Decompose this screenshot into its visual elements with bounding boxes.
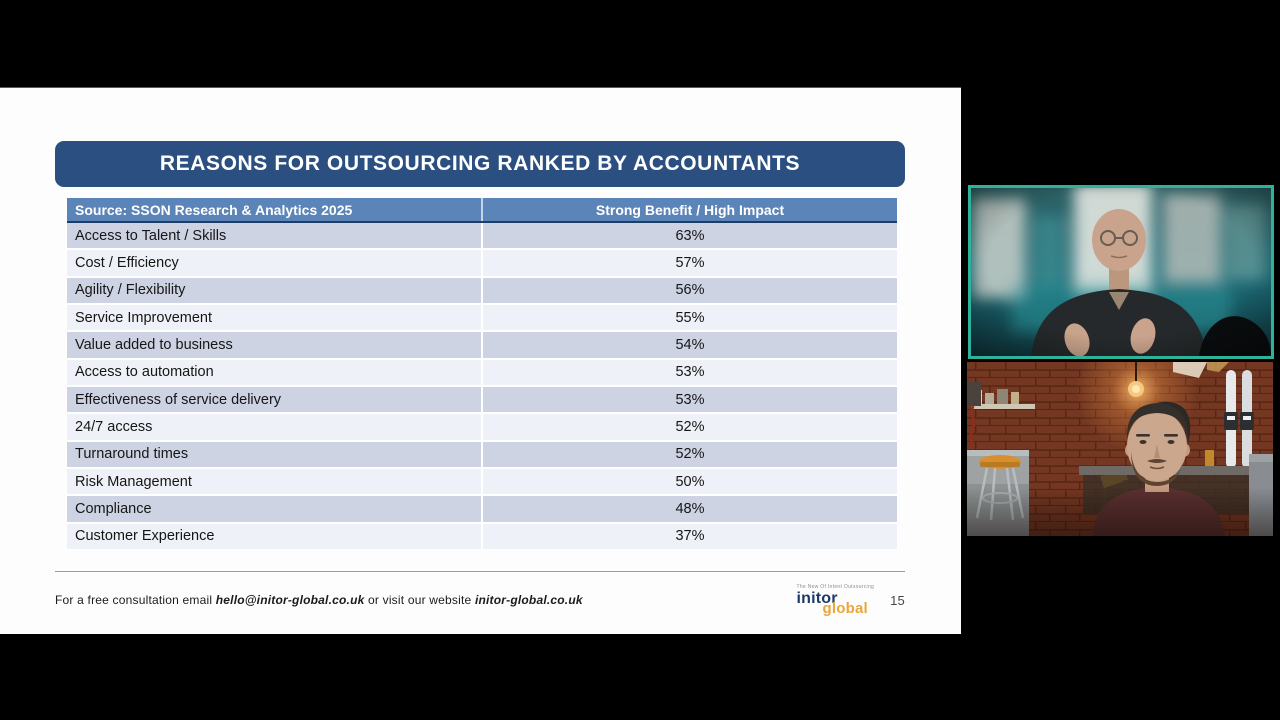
table-row [67, 496, 897, 523]
participant-video-top[interactable] [968, 185, 1274, 359]
webcam-top-scene [971, 188, 1271, 356]
reason-cell: Service Improvement [67, 305, 483, 330]
reasons-table-body [67, 223, 897, 551]
value-cell: 54% [675, 336, 705, 353]
table-header-source: Source: SSON Research & Analytics 2025 [67, 198, 483, 221]
reason-cell: Value added to business [67, 332, 483, 357]
value-cell: 37% [675, 528, 705, 545]
reason-cell: Cost / Efficiency [67, 250, 483, 275]
table-row [67, 442, 897, 469]
reason-cell: Access to automation [67, 360, 483, 385]
table-row [67, 250, 897, 277]
table-row [67, 469, 897, 496]
reason-cell: 24/7 access [67, 414, 483, 439]
value-cell: 56% [675, 282, 705, 299]
webcam-bottom-scene [967, 362, 1273, 536]
table-row [67, 387, 897, 414]
value-cell: 63% [675, 227, 705, 244]
table-row [67, 332, 897, 359]
reason-cell: Compliance [67, 496, 483, 521]
logo-word-initor: initor [796, 589, 838, 607]
value-cell: 57% [675, 254, 705, 271]
shared-screen-slide [0, 87, 961, 634]
reason-cell: Turnaround times [67, 442, 483, 467]
value-cell: 53% [675, 391, 705, 408]
value-cell: 48% [675, 500, 705, 517]
table-row [67, 278, 897, 305]
page-number: 15 [890, 592, 905, 608]
slide-title-banner [55, 141, 905, 187]
slide-title: REASONS FOR OUTSOURCING RANKED BY ACCOUNTANTS [159, 152, 801, 175]
table-header-row [67, 198, 897, 223]
footer-email: hello@initor-global.co.uk [215, 593, 365, 607]
table-row [67, 524, 897, 551]
reason-cell: Access to Talent / Skills [67, 223, 483, 248]
reason-cell: Effectiveness of service delivery [67, 387, 483, 412]
slide-footer [55, 580, 905, 620]
footer-text-prefix: For a free consultation email [55, 593, 213, 607]
value-cell: 53% [675, 364, 705, 381]
footer-divider [55, 571, 905, 572]
reason-cell: Agility / Flexibility [67, 278, 483, 303]
table-row [67, 305, 897, 332]
table-header-impact: Strong Benefit / High Impact [595, 201, 785, 218]
footer-website: initor-global.co.uk [474, 593, 583, 607]
value-cell: 50% [675, 473, 705, 490]
footer-text-middle: or visit our website [368, 593, 472, 607]
value-cell: 52% [675, 418, 705, 435]
value-cell: 55% [675, 309, 705, 326]
value-cell: 52% [675, 446, 705, 463]
table-row [67, 360, 897, 387]
participant-video-bottom[interactable] [967, 362, 1273, 536]
reasons-table [67, 198, 897, 551]
logo-tagline: The New Of Intent Outsourcing [796, 583, 875, 590]
logo-word-global: global [822, 599, 868, 617]
table-row [67, 223, 897, 250]
reason-cell: Customer Experience [67, 524, 483, 549]
initor-global-logo [797, 585, 875, 616]
reason-cell: Risk Management [67, 469, 483, 494]
table-row [67, 414, 897, 441]
